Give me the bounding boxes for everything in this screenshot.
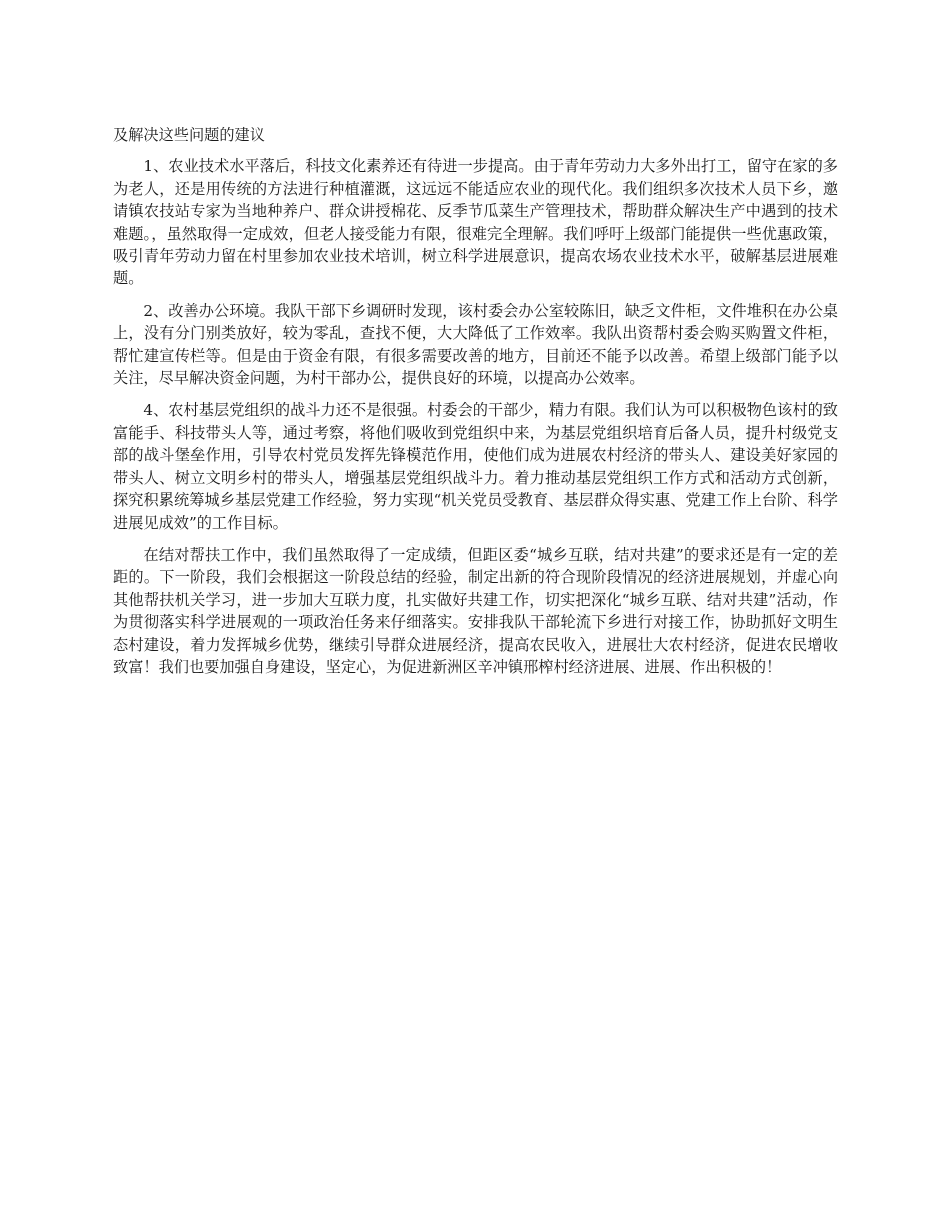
paragraph-conclusion: 在结对帮扶工作中，我们虽然取得了一定成绩，但距区委“城乡互联，结对共建”的要求还是有一定的差距的。下一阶段，我们会根据这一阶段总结的经验，制定出新的符合现阶段情况的经济进展规划，并虚心向其他帮扶机关学习，进一步加大互联力度，扎实做好共建工作，切实把深化“城乡互联、结对共建”活动，作为贯彻落实科学进展观的一项政治任务来仔细落实。安排我队干部轮流下乡进行对接工作，协助抓好文明生态村建设，着力发挥城乡优势，继续引导群众进展经济，提高农民收入，进展壮大农村经济，促进农民增收致富！我们也要加强自身建设，坚定心，为促进新洲区辛冲镇邢榨村经济进展、进展、作出积极的！ [113,545,838,676]
paragraph-office-environment: 2、改善办公环境。我队干部下乡调研时发现，该村委会办公室较陈旧，缺乏文件柜，文件堆积在办公桌上，没有分门别类放好，较为零乱，查找不便，大大降低了工作效率。我队出资帮村委会购买购置文件柜，帮忙建宣传栏等。但是由于资金有限，有很多需要改善的地方，目前还不能予以改善。希望上级部门能予以关注，尽早解决资金问题，为村干部办公，提供良好的环境，以提高办公效率。 [113,301,838,388]
section-heading: 及解决这些问题的建议 [113,126,265,144]
paragraph-party-organization: 4、农村基层党组织的战斗力还不是很强。村委会的干部少，精力有限。我们认为可以积极物色该村的致富能手、科技带头人等，通过考察，将他们吸收到党组织中来，为基层党组织培育后备人员，提升村级党支部的战斗堡垒作用，引导农村党员发挥先锋模范作用，使他们成为进展农村经济的带头人、建设美好家园的带头人、树立文明乡村的带头人，增强基层党组织战斗力。着力推动基层党组织工作方式和活动方式创新，探究积累统筹城乡基层党建工作经验，努力实现“机关党员受教育、基层群众得实惠、党建工作上台阶、科学进展见成效”的工作目标。 [113,401,838,532]
document-body [113,124,838,688]
paragraph-agriculture-tech: 1、农业技术水平落后，科技文化素养还有待进一步提高。由于青年劳动力大多外出打工，留守在家的多为老人，还是用传统的方法进行种植灌溉，这远远不能适应农业的现代化。我们组织多次技术人员下乡，邀请镇农技站专家为当地种养户、群众讲授棉花、反季节瓜菜生产管理技术，帮助群众解决生产中遇到的技术难题。，虽然取得一定成效，但老人接受能力有限，很难完全理解。我们呼吁上级部门能提供一些优惠政策，吸引青年劳动力留在村里参加农业技术培训，树立科学进展意识，提高农场农业技术水平，破解基层进展难题。 [113,157,838,288]
